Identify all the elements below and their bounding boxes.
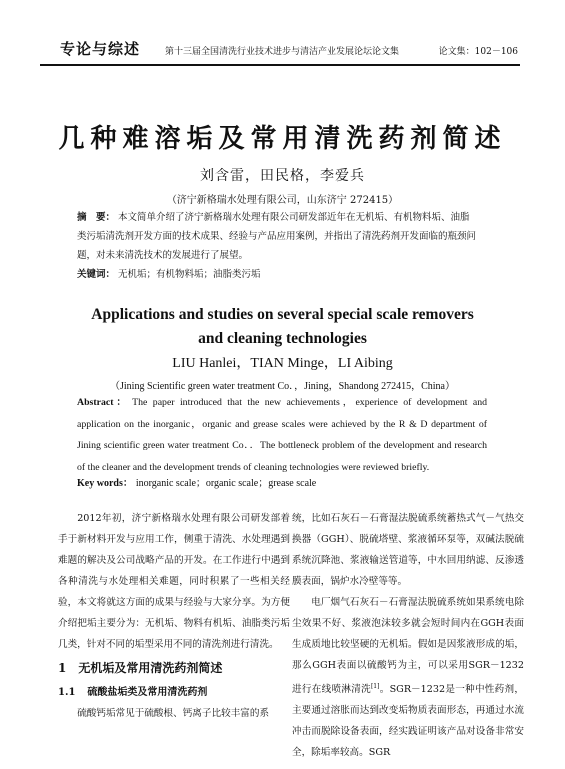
abstract-cn-label: 摘 要： <box>77 212 116 223</box>
subsection-1-1-heading <box>58 682 290 703</box>
ggh-paragraph <box>292 592 524 763</box>
continued-paragraph: 统，比如石灰石－石膏湿法脱硫系统蓄热式气－气热交换器（GGH）、脱硫塔壁、浆液循环泵等，双碱法脱硫系统沉降池、浆液输送管道等，中水回用纳滤、反渗透膜表面，锅炉水冷壁等等。 <box>292 513 524 587</box>
keywords-en <box>77 474 487 489</box>
abstract-en-label: Abstract： <box>77 397 130 408</box>
section-1-number: 1 <box>58 661 67 675</box>
body-column-right <box>292 508 524 763</box>
subsection-1-1-number: 1.1 <box>58 687 76 698</box>
paper-title-en: Applications and studies on several special scale removers and cleaning technologies <box>91 306 474 347</box>
abstract-cn <box>77 208 477 265</box>
affiliation-en: （Jining Scientific green water treatment Co．，Jining，Shandong 272415，China） <box>110 381 455 392</box>
abstract-cn-text: 本文简单介绍了济宁新格瑞水处理有限公司研发部近年在无机垢、有机物料垢、油脂类污垢清洗剂开发方面的技术成果、经验与产品应用案例，并指出了清洗药剂开发面临的瓶颈问题，对未来清洗技术的发展进行了展望。 <box>77 212 477 261</box>
abstract-en-text: The paper introduced that the new achievements，experience of development and application on the inorganic，organic and grease scales were achieved by the R & D department of Jining scientific green water treatment Co．．The bottleneck problem of the development and research of the cleaner and the development trends of cleaning technologies were reviewed briefly. <box>77 397 487 473</box>
keywords-en-label: Key words： <box>77 478 133 489</box>
subsection-1-1-title: 硫酸盐垢类及常用清洗药剂 <box>87 687 208 698</box>
section-1-title: 无机垢及常用清洗药剂简述 <box>78 661 223 675</box>
intro-paragraph: 2012年初，济宁新格瑞水处理有限公司研发部着手于新材料开发与应用工作，侧重于清洗、水处理遇到难题的解决及公司战略产品的开发。在工作进行中遇到各种清洗与水处理相关难题，同时积累了一些相关经验，本文将就这方面的成果与经验与大家分享。为方便介绍把垢主要分为：无机垢、物料有机垢、油脂类污垢几类，针对不同的垢型采用不同的清洗剂进行清洗。 <box>58 513 290 650</box>
affiliation-cn: （济宁新格瑞水处理有限公司，山东济宁 272415） <box>166 195 399 206</box>
authors-en: LIU Hanlei，TIAN Minge，LI Aibing <box>172 356 393 371</box>
keywords-cn-text: 无机垢；有机物料垢；油脂类污垢 <box>118 269 261 280</box>
section-label: 专论与综述 <box>60 40 141 58</box>
authors-cn: 刘含雷，田民格，李爱兵 <box>200 168 365 184</box>
keywords-cn-label: 关键词： <box>77 269 116 280</box>
paper-title-cn: 几种难溶垢及常用清洗药剂简述 <box>58 124 507 154</box>
ggh-paragraph-text-b: 。SGR－1232是一种中性药剂，主要通过溶胀而达到改变垢物质表面形态，再通过水流冲击而脱除设备表面，经实践证明该产品对设备非常安全，除垢率较高。SGR <box>292 684 525 759</box>
abstract-en <box>77 392 487 478</box>
keywords-cn <box>77 265 477 284</box>
keywords-en-text: inorganic scale；organic scale；grease scale <box>135 478 317 489</box>
page-range: 论文集：102－106 <box>438 47 518 57</box>
subsection-1-1-paragraph: 硫酸钙垢常见于硫酸根、钙离子比较丰富的系 <box>77 708 270 719</box>
running-header <box>40 38 520 66</box>
conference-title: 第十三届全国清洗行业技术进步与清洁产业发展论坛论文集 <box>165 47 400 57</box>
section-1-heading <box>58 658 290 679</box>
ggh-paragraph-text-a: 电厂烟气石灰石－石膏湿法脱硫系统如果系统电除尘效果不好、浆液泡沫较多就会短时间内在GGH表面生成质地比较坚硬的无机垢。假如是因浆液形成的垢，那么GGH表面以硫酸钙为主，可以采用SGR－1232进行在线喷淋清洗 <box>292 597 524 696</box>
citation-1[interactable]: [1] <box>370 683 380 690</box>
body-column-left <box>58 508 290 724</box>
